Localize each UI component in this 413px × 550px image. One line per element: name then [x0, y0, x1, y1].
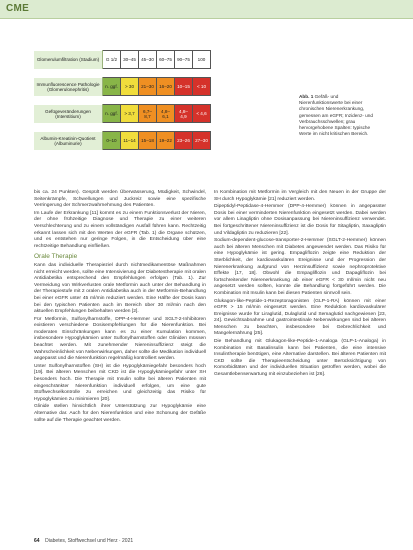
table-row	[34, 105, 211, 123]
spacer-cell	[34, 69, 211, 78]
section-title: CME	[6, 3, 30, 14]
table-cell: n. ggf.	[103, 105, 121, 123]
table-row	[34, 132, 211, 150]
paragraph: Unter Sulfonylharnstoffen (SH) ist die Hypoglykämiegefahr besonders hoch [19]. Bei älteren Menschen mit CKD ist die Hypoglykämiegefahr unter SH besonders hoch. Die Therapie mit Insulin sollte bei älteren Patienten mit eingeschränkter Nierenfunktion individuell erfolgen, um eine gute Stoffwechselkontrolle zu erreichen und gleichzeitig das Risiko für Hypoglykämien zu minimieren [20].	[34, 363, 206, 402]
spacer-cell	[34, 123, 211, 132]
figure-caption	[299, 94, 381, 137]
table-cell: 10–15	[175, 78, 193, 96]
table-spacer	[34, 69, 211, 78]
paragraph: bis ca. 24 Punkten). Gespült werden Überwässerung, Müdigkeit, Schwindel, Seitenkrämpfe, Schwellungen und Juckreiz sowie eine spezifische Verringerung der Schmerzwahrnehmung des Patienten.	[34, 190, 206, 209]
table-cell: 21–30	[139, 78, 157, 96]
caption-text: Gefäß- und Nierenfunktionswerte bei einer chronischen Nierenerkrankung, gemessen am eGFR; Inzidenz- und Verbrauchsschwellen; grau hervorgehobene Spalten: typische Werte im nicht kritischen Bereich.	[299, 94, 373, 137]
paragraph: Dipeptidyl-Peptidase-4-Hemmer (DPP-4-Hemmer) können in angepasster Dosis bei einer verminderten Nierenfunktion eingesetzt werden. Dabei werden vor allem Linagliptin ohne Dosisanpassung bei Niereninsuffizienz verwendet. Bei fortgeschrittener Niereninsuffizienz ist die Dosis für Sitagliptin, Saxagliptin und Vildagliptin zu reduzieren [22].	[214, 204, 386, 236]
caption-label: Abb. 1	[299, 94, 314, 99]
paragraph: Kann das individuelle Therapieziel durch nichtmedikamentöse Maßnahmen nicht erreicht werden, sollte eine Intensivierung der Diabetestherapie mit oralen Antidiabetika entsprechend den Empfehlungen erfolgen (Tab. 1). Zur Vermeidung von Wirkverlusten orale Metformin auch unter der Behandlung in der Therapiestufe mit 2 oralen Antidiabetika auch in der Metformin-Behandlung bei einer eGFR unter 45 ml/min reduziert werden. Eine Hälfte der Dosis kann bei den typischen Patienten auch im Bereich über 30 ml/min nach den aktuellen Empfehlungen beibehalten werden [2].	[34, 262, 206, 315]
journal-name: Diabetes, Stoffwechsel und Herz · 2021	[45, 538, 134, 544]
table-cell: G 1/2	[103, 51, 121, 69]
table-cell: < 4,6	[193, 105, 211, 123]
table-cell: 90–75	[175, 51, 193, 69]
paragraph: Im Laufe der Erkrankung [11] kommt es zu einem Funktionsverlust der Nieren, der ohne frühzeitige Diagnose und Therapie zu einer weiteren Verschlechterung und zu einem vollständigen Ausfall führen kann. Rechtzeitig erkannt lassen sich mit den Werten der eGFR (Tab. 1) die Organe schützen, und es entstehen nur geringe Folgen, in die Entscheidung über eine rechtzeitige Behandlung einfließen.	[34, 210, 206, 249]
paragraph: Glinide stellen hinsichtlich ihrer Unterstützung zur Hypoglykämie eine Alternative dar. Auch für den Nierenfunktion und eine Schonung der Gefäße sollte auf die Therapie geachtet werden.	[34, 404, 206, 423]
row-label: Immunfluorescence Pathologie (Glomerulonephritis)	[34, 78, 103, 96]
row-label: Albumin-Kreatinin-Quotient (Albuminurie)	[34, 132, 103, 150]
paragraph: Für Metformin, Sulfonylharnstoffe, DPP-4-Hemmer und SGLT-2-Inhibitoren existieren verschiedene Dosisempfehlungen für die Nierenfunktion. Bei moderaten Einschränkungen kann es zu einer Kumulation kommen, insbesondere Hypoglykämien unter Sulfonylharnstoffen oder Gliniden müssen beachtet werden. Mit zunehmender Niereninsuffizienz steigt die Wahrscheinlichkeit von Nebenwirkungen, daher sollte die Medikation individuell angepasst und die Nierenfunktion regelmäßig kontrolliert werden.	[34, 316, 206, 362]
table-cell: 4,8–4,9	[175, 105, 193, 123]
page-footer	[34, 538, 133, 544]
table-cell: < 10	[193, 78, 211, 96]
table-cell: 16–20	[157, 78, 175, 96]
paragraph: Glukagon-like-Peptide-1-Rezeptoragonisten (GLP-1-RA) können mit einer eGFR > 15 ml/min eingesetzt werden. Eine Reduktion kardiovaskulärer Ereignisse wurde für Liraglutid, Dulaglutid und Semaglutid nachgewiesen [23, 24]. Gewichtsabnahme und gastrointestinale Nebenwirkungen sind bei älteren Menschen zu beachten, insbesondere bei Gebrechlichkeit und Mangelernährung [25].	[214, 298, 386, 337]
section-heading: Orale Therapie	[34, 253, 78, 261]
header-divider	[0, 18, 413, 19]
table-cell: 23–26	[175, 132, 193, 150]
table-row	[34, 51, 211, 69]
spacer-cell	[34, 96, 211, 105]
row-label: Glomerulumfiltration (Stadium)	[34, 51, 103, 69]
table-cell: 60–75	[157, 51, 175, 69]
section-header	[0, 0, 413, 18]
table-cell: > 30	[121, 78, 139, 96]
table-cell: n. ggf.	[103, 78, 121, 96]
table-cell: 15–18	[139, 132, 157, 150]
table-cell: 11–14	[121, 132, 139, 150]
row-label: Gefügeveränderungen (Interstitium)	[34, 105, 103, 123]
paragraph: Sodium-dependent-glucose-transporter-2-Hemmer (SGLT-2-Hemmer) können auch bei älteren Menschen mit Diabetes angewendet werden. Das Risiko für eine Hypoglykämie ist gering. Empagliflozin zeigte eine Reduktion der Sterblichkeit, der kardiovaskulären Ereignisse und der Progression der Nierenerkrankung aufgrund von Herzinsuffizienz sowie nephroprotektive Effekte [17, 18]. Obwohl die Empagliflozin und Dapagliflozin bei fortschreitender Nierenerkrankung ab einer eGFR < 30 ml/min nicht neu angesetzt werden sollten, konnte die Behandlung fortgeführt werden. Die Kombination mit Insulin kann bei diesen Patienten sinnvoll sein.	[214, 238, 386, 296]
table-cell: 45–30	[139, 51, 157, 69]
paragraph: In Kombination mit Metformin im Vergleich mit den Neuen in der Gruppe der SH durch Hypoglykämie [21] reduziert werden.	[214, 190, 386, 202]
table-cell: 27–30	[193, 132, 211, 150]
paragraph: Die Behandlung mit Glukagon-like-Peptide-1-Analoga (GLP-1-Analoga) in Kombination mit Basalinsulin kann bei Patienten, die eine intensive Insulintherapie benötigen, eine Alternative darstellen. Bei älteren Patienten mit CKD sollte die Therapieentscheidung unter Berücksichtigung von Komorbiditäten und der individuellen Situation getroffen werden, wobei die Gesamtlebenserwartung mit einzubeziehen ist [26].	[214, 339, 386, 378]
table-spacer	[34, 96, 211, 105]
left-column	[34, 190, 206, 425]
page-number: 64	[34, 538, 40, 544]
table-cell: 0–10	[103, 132, 121, 150]
table-cell: 6,7–8,7	[139, 105, 157, 123]
table-row	[34, 78, 211, 96]
table-cell: > 3,7	[121, 105, 139, 123]
table-cell: 19–22	[157, 132, 175, 150]
table-cell: 100	[193, 51, 211, 69]
table-cell: 30–45	[121, 51, 139, 69]
table-spacer	[34, 123, 211, 132]
right-column	[214, 190, 386, 380]
risk-table	[34, 50, 211, 150]
table-cell: 4,8–6,1	[157, 105, 175, 123]
